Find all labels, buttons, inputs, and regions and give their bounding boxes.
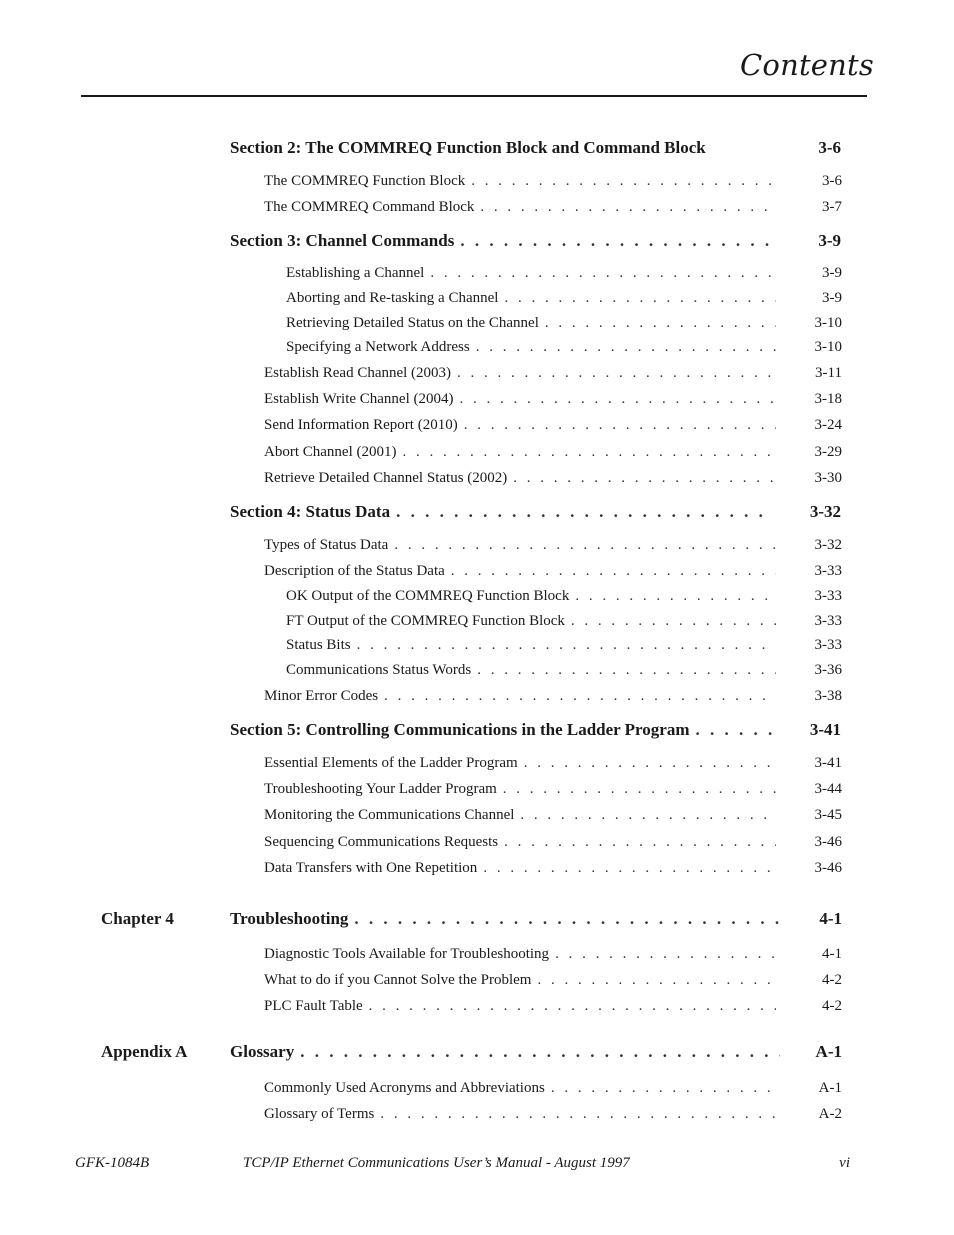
toc-entry-title: Diagnostic Tools Available for Troubleshooting [264,945,550,962]
toc-entry[interactable] [264,995,776,1017]
toc-page-number: 3-32 [809,502,841,521]
toc-entry-title: Data Transfers with One Repetition [264,859,478,876]
toc-entry[interactable] [264,804,776,826]
dot-leader [354,909,780,929]
dot-leader [384,688,776,705]
appendix-label: Appendix A [101,1042,188,1061]
toc-chapter-heading[interactable] [230,1041,780,1063]
toc-page-number: A-1 [818,1080,842,1096]
toc-entry-title: Essential Elements of the Ladder Program [264,754,518,771]
toc-entry-title: Abort Channel (2001) [264,443,397,460]
toc-page-number: 3-44 [814,781,842,797]
toc-entry-title: OK Output of the COMMREQ Function Block [286,587,570,604]
toc-entry-title: Types of Status Data [264,536,389,553]
toc-entry-title: Send Information Report (2010) [264,416,458,433]
chapter-label: Chapter 4 [101,909,174,928]
toc-entry[interactable] [286,336,776,358]
dot-leader [483,860,776,877]
toc-entry-title: Glossary [230,1042,295,1061]
dot-leader [471,173,776,190]
toc-entry-title: Communications Status Words [286,661,472,678]
toc-entry[interactable] [264,831,776,853]
toc-section-heading[interactable] [230,230,770,252]
toc-entry-title: PLC Fault Table [264,997,363,1014]
toc-entry[interactable] [264,560,776,582]
dot-leader [300,1042,780,1062]
dot-leader [545,315,776,332]
toc-page-number: 4-2 [822,972,842,988]
toc-entry-title: Monitoring the Communications Channel [264,806,515,823]
dot-leader [369,998,776,1015]
dot-leader [430,265,776,282]
toc-entry-title: Status Bits [286,636,351,653]
dot-leader [513,470,776,487]
dot-leader [575,588,776,605]
toc-entry-title: Establish Read Channel (2003) [264,364,452,381]
toc-page-number: 3-46 [814,834,842,850]
toc-entry-title: Section 3: Channel Commands [230,231,455,250]
toc-section-heading[interactable] [230,719,775,741]
toc-page-number: 4-1 [819,909,842,928]
toc-page-number: 3-30 [814,470,842,486]
toc-entry[interactable] [264,1103,776,1125]
dot-leader [524,755,776,772]
toc-entry[interactable] [286,610,776,632]
toc-entry-title: Establishing a Channel [286,264,425,281]
toc-entry-title: What to do if you Cannot Solve the Problem [264,971,532,988]
toc-entry[interactable] [286,287,776,309]
toc-entry-title: Troubleshooting [230,909,349,928]
toc-page-number: 3-6 [818,138,841,157]
dot-leader [504,290,776,307]
toc-entry[interactable] [286,312,776,334]
toc-entry-title: The COMMREQ Function Block [264,172,466,189]
toc-entry-title: Description of the Status Data [264,562,445,579]
toc-entry[interactable] [264,969,776,991]
toc-entry-title: Establish Write Channel (2004) [264,390,454,407]
toc-entry[interactable] [264,170,776,192]
toc-entry-title: Troubleshooting Your Ladder Program [264,780,497,797]
toc-entry-title: Retrieve Detailed Channel Status (2002) [264,469,508,486]
dot-leader [396,502,770,522]
toc-entry-title: FT Output of the COMMREQ Function Block [286,612,565,629]
dot-leader [504,834,776,851]
toc-page-number: 4-2 [822,998,842,1014]
toc-entry-title: Glossary of Terms [264,1105,375,1122]
dot-leader [394,537,776,554]
toc-page-number: 3-38 [814,688,842,704]
dot-leader [460,391,777,408]
dot-leader [480,199,776,216]
toc-entry-title: Section 4: Status Data [230,502,391,521]
toc-entry[interactable] [286,585,776,607]
dot-leader [460,231,770,251]
toc-page-number: A-2 [818,1106,842,1122]
toc-page-number: 3-33 [814,613,842,629]
dot-leader [357,637,776,654]
toc-page-number: A-1 [815,1042,842,1061]
toc-entry[interactable] [286,659,776,681]
toc-entry-title: The COMMREQ Command Block [264,198,475,215]
toc-entry[interactable] [264,534,776,556]
toc-entry[interactable] [264,362,776,384]
dot-leader [451,563,776,580]
toc-entry[interactable] [264,196,776,218]
toc-entry[interactable] [286,634,776,656]
toc-page-number: 3-36 [814,662,842,678]
toc-section-heading[interactable] [230,137,775,159]
dot-leader [457,365,776,382]
toc-entry-title: Sequencing Communications Requests [264,833,499,850]
toc-page-number: 3-41 [814,755,842,771]
toc-entry[interactable] [264,1077,776,1099]
footer-doc-id: GFK-1084B [75,1155,150,1171]
toc-page-number: 4-1 [822,946,842,962]
dot-leader [477,662,776,679]
dot-leader [551,1080,776,1097]
toc-entry[interactable] [264,857,776,879]
page-title: Contents [740,48,874,82]
dot-leader [380,1106,776,1123]
toc-page-number: 3-33 [814,588,842,604]
toc-entry[interactable] [264,414,776,436]
toc-page-number: 3-10 [814,339,842,355]
toc-section-heading[interactable] [230,501,770,523]
toc-entry[interactable] [286,262,776,284]
toc-page-number: 3-6 [822,173,842,189]
toc-entry-title: Section 2: The COMMREQ Function Block and Command Block [230,138,706,157]
toc-entry[interactable] [264,752,776,774]
toc-entry-title: Aborting and Re-tasking a Channel [286,289,499,306]
dot-leader [464,417,776,434]
toc-page-number: 3-10 [814,315,842,331]
toc-page-number: 3-9 [818,231,841,250]
toc-entry-title: Specifying a Network Address [286,338,470,355]
toc-entry-title: Retrieving Detailed Status on the Channel [286,314,539,331]
toc-page-number: 3-32 [814,537,842,553]
toc-page-number: 3-45 [814,807,842,823]
toc-entry-title: Section 5: Controlling Communications in the Ladder Program [230,720,690,739]
toc-page-number: 3-9 [822,290,842,306]
toc-page-number: 3-11 [815,365,842,381]
toc-page-number: 3-7 [822,199,842,215]
toc-entry[interactable] [264,441,776,463]
footer-manual-title: TCP/IP Ethernet Communications User’s Manual - August 1997 [243,1155,630,1171]
toc-page-number: 3-46 [814,860,842,876]
toc-entry-title: Minor Error Codes [264,687,379,704]
toc-entry[interactable] [264,685,776,707]
toc-entry[interactable] [264,467,776,489]
dot-leader [476,339,776,356]
dot-leader [555,946,776,963]
toc-page-number: 3-29 [814,444,842,460]
dot-leader [537,972,776,989]
toc-page-number: 3-41 [809,720,841,739]
toc-page-number: 3-33 [814,637,842,653]
toc-entry-title: Commonly Used Acronyms and Abbreviations [264,1079,545,1096]
toc-page-number: 3-33 [814,563,842,579]
toc-page-number: 3-18 [814,391,842,407]
toc-entry[interactable] [264,943,776,965]
toc-page-number: 3-9 [822,265,842,281]
header-rule [81,95,867,97]
dot-leader [695,720,775,740]
toc-entry[interactable] [264,778,776,800]
dot-leader [520,807,776,824]
dot-leader [571,613,776,630]
footer-page-number: vi [839,1155,850,1171]
dot-leader [402,444,776,461]
toc-entry[interactable] [264,388,776,410]
toc-chapter-heading[interactable] [230,908,780,930]
dot-leader [503,781,776,798]
toc-page-number: 3-24 [814,417,842,433]
